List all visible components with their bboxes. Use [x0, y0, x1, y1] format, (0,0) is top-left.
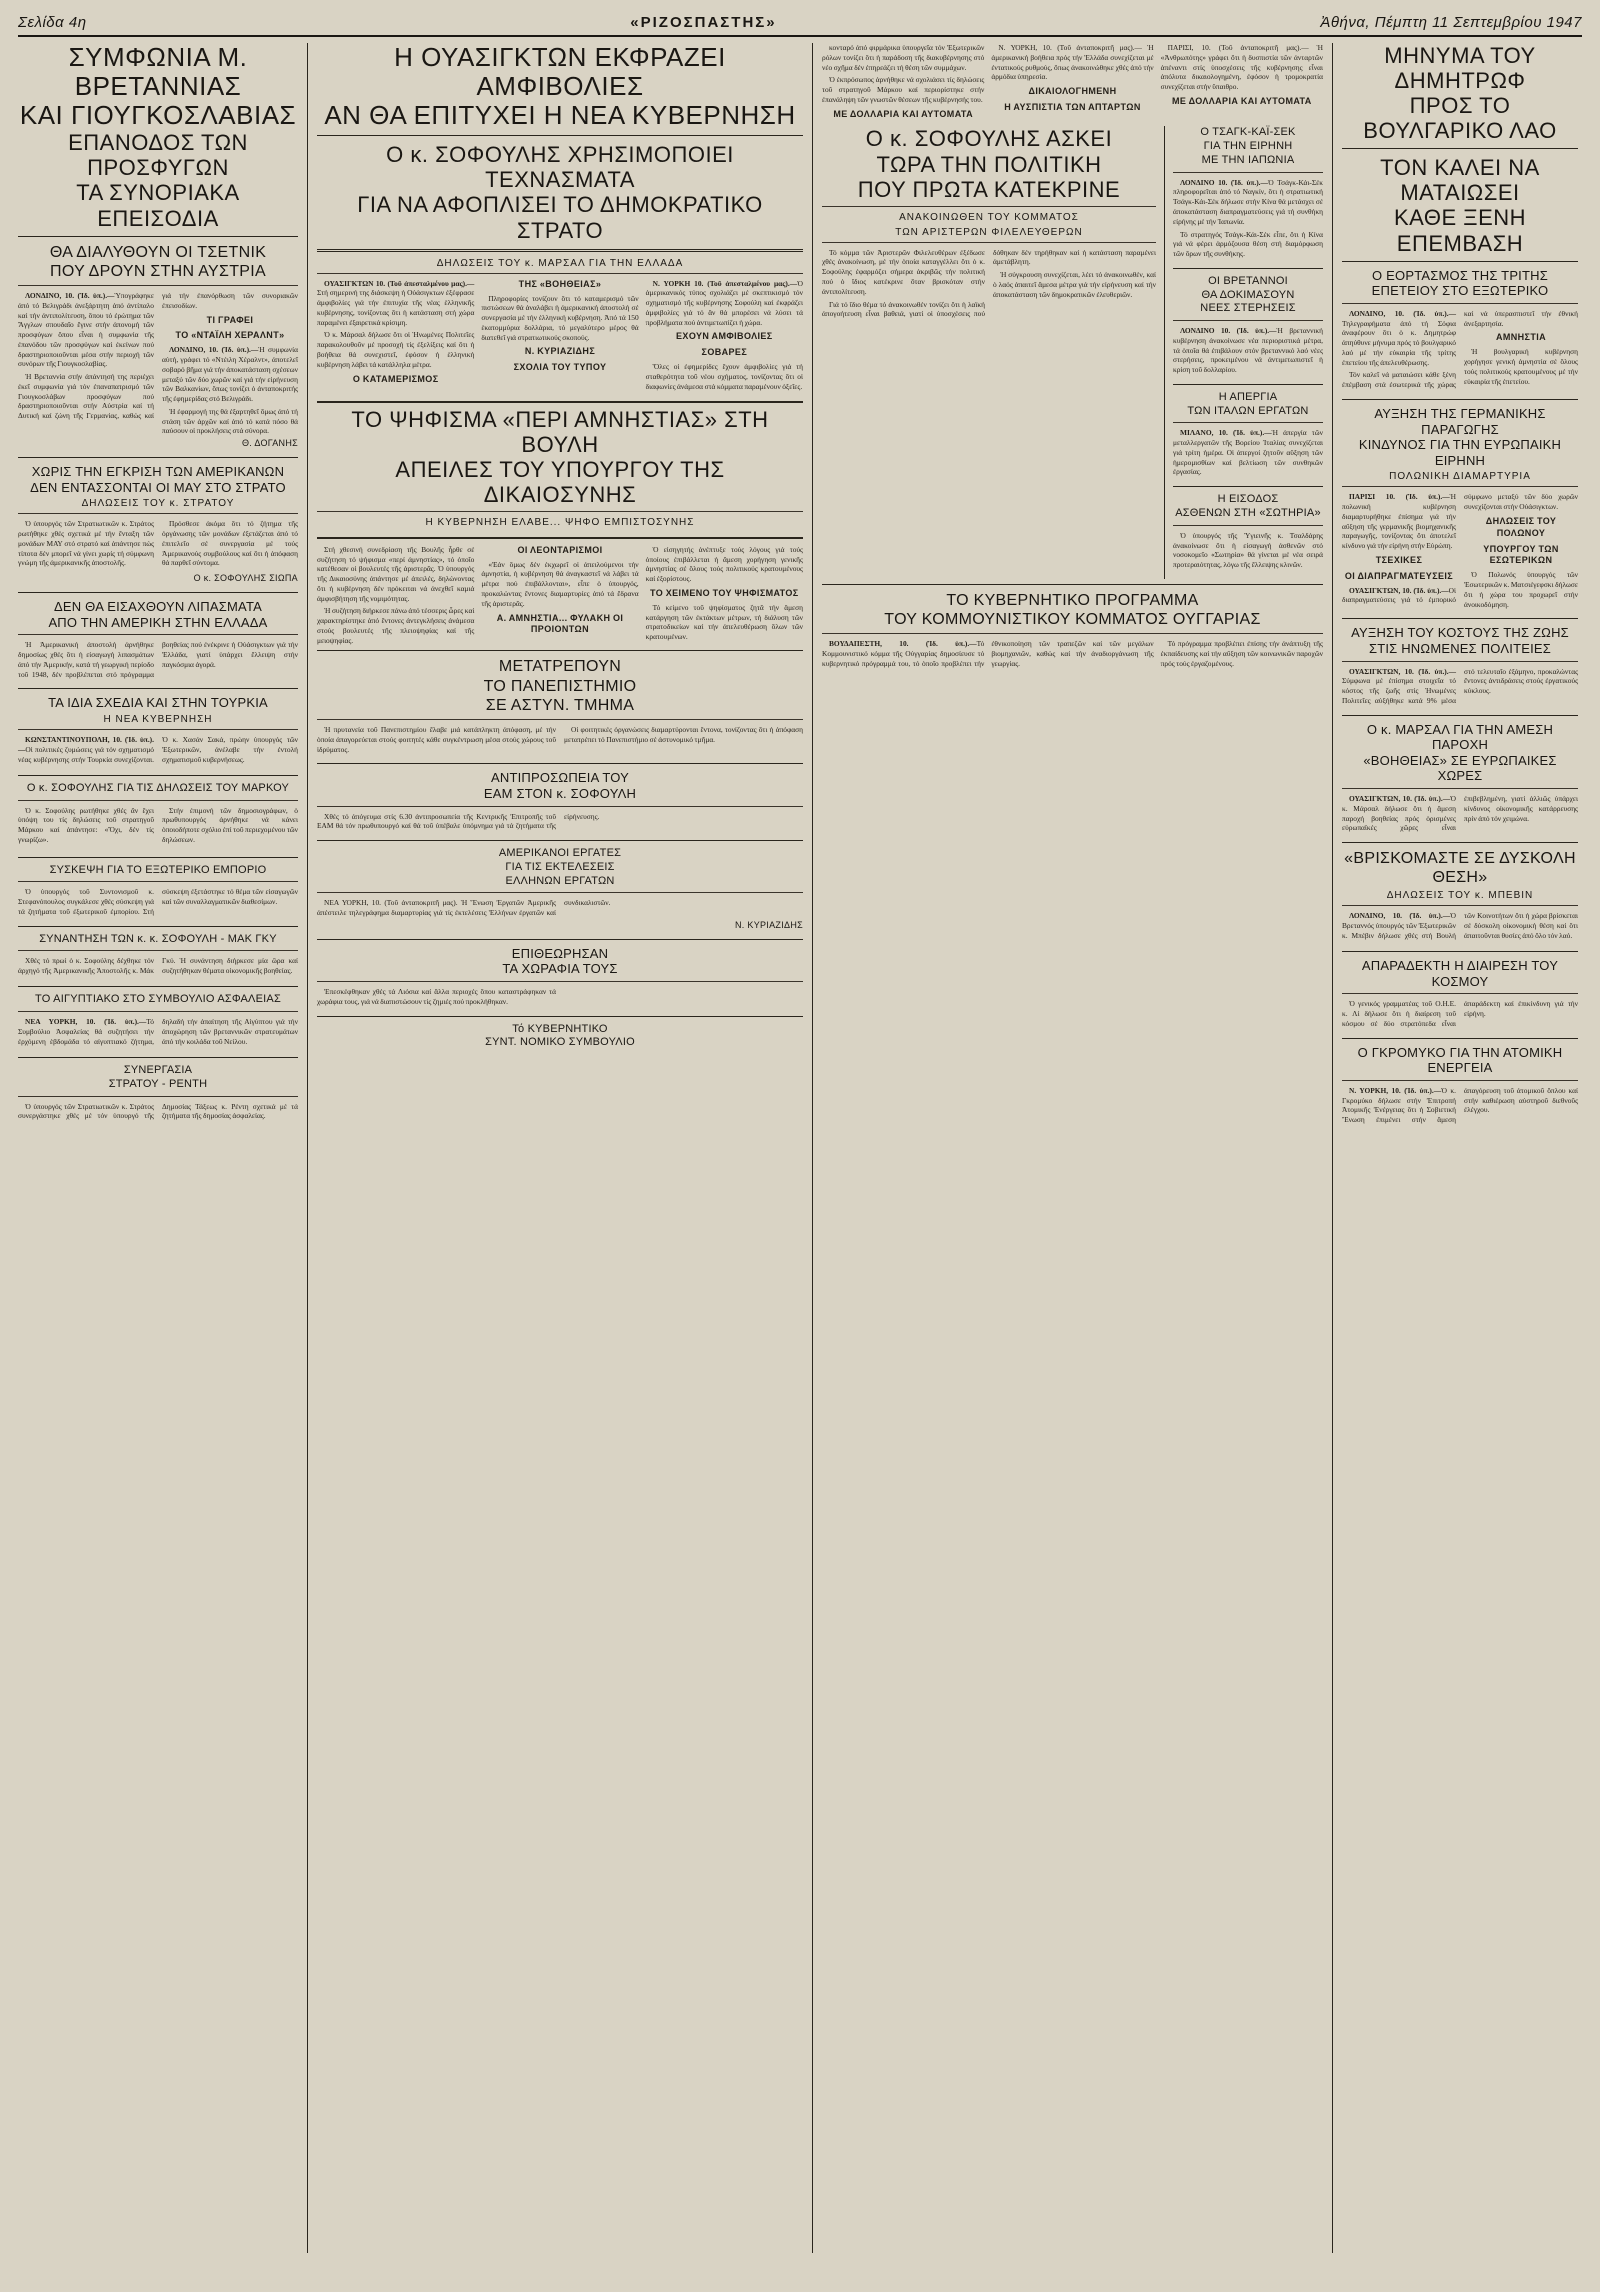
amnesty-vote-body: [317, 545, 803, 646]
paragraph: Ὁ ὑπουργός τῆς Ὑγιεινῆς κ. Τσαλδάρης ἀνακοίνωσε ὅτι ἡ εἰσαγωγή ἀσθενῶν στό νοσοκομεῖο «Σωτηρία» θά γίνεται μέ νέα σειρά προτεραιότητας, λόγω τῆς ἔλλειψης κλινῶν.: [1173, 530, 1323, 570]
article-chiang-peace: [1173, 126, 1323, 258]
headline: «ΒΡΙΣΚΟΜΑΣΤΕ ΣΕ ΔΥΣΚΟΛΗ ΘΕΣΗ»: [1344, 850, 1576, 887]
article-marshall-aid: [1342, 722, 1578, 833]
page-label: Σελίδα 4η: [18, 14, 87, 31]
paragraph: Ἡ σύγκρουση συνεχίζεται, λέει τό ἀνακοινωθέν, καί ὁ λαός ἀπαιτεῖ ἄμεσα μέτρα γιά τήν εἰρήνευση καί τήν ἀποκατάσταση τῶν δημοκρατικῶν ἐλευθεριῶν.: [993, 270, 1156, 299]
dateline: ΠΑΡΙΣΙ 10. (Ίδ. ὑπ.).—: [1349, 492, 1450, 502]
dateline: ΒΟΥΔΑΠΕΣΤΗ, 10. (Ίδ. ὑπ.).—: [829, 639, 977, 649]
dateline: Ν. ΥΟΡΚΗ 10. (Τοῦ ἀπεσταλμένου μας).—: [652, 278, 798, 288]
headline: ΕΑΜ ΣΤΟΝ κ. ΣΟΦΟΥΛΗ: [483, 785, 637, 801]
article-sofoulis-policy: [822, 126, 1165, 578]
article-british-austerity: [1173, 275, 1323, 375]
paragraph: Ἡ Ἀμερικανική ἀποστολή ἀρνήθηκε δημοσίως χθές ὅτι ἡ εἰσαγωγή λιπασμάτων ἀπό τήν Ἀμερικήν, κατά τή γεωργική περίοδο τοῦ 1948, δέν προβλέπεται στό πρόγραμμα βοηθείας πού ἐνέκρινε ἡ Οὐάσιγκτων γιά τήν Ἑλλάδα, γιατί ὑπάρχει ἔλλειψη στήν παγκόσμια ἀγορά.: [18, 640, 298, 679]
article-lipasmata: [18, 599, 298, 679]
headline: Η ΑΠΕΡΓΙΑ: [1218, 390, 1278, 403]
headline: ΤΑ ΙΔΙΑ ΣΧΕΔΙΑ ΚΑΙ ΣΤΗΝ ΤΟΥΡΚΙΑ: [48, 695, 268, 711]
headline-line-1: Η ΟΥΑΣΙΓΚΤΩΝ ΕΚΦΡΑΖΕΙ ΑΜΦΙΒΟΛΙΕΣ: [394, 42, 726, 102]
headline-line-2: ΑΝ ΘΑ ΕΠΙΤΥΧΕΙ Η ΝΕΑ ΚΥΒΕΡΝΗΣΗ: [324, 100, 796, 131]
headline: ΜΗΝΥΜΑ ΤΟΥ ΔΗΜΗΤΡΩΦ: [1384, 43, 1536, 94]
headline: ΓΙΑ ΤΙΣ ΕΚΤΕΛΕΣΕΙΣ: [505, 860, 615, 873]
column-1: [18, 43, 308, 2253]
paragraph: Τό κόμμα τῶν Ἀριστερῶν Φιλελευθέρων ἐξέδωσε χθές ἀνακοίνωση, μέ τήν ὁποία καταγγέλλει ὅτι ὁ κ. Σοφούλης ἐφαρμόζει σήμερα ἀκριβῶς τήν πολιτική πού ὁ ἴδιος κατέκρινε ὅταν βρισκόταν στήν ἀντιπολίτευση.: [822, 247, 985, 296]
paragraph: Ὁ εἰσηγητής ἀνέπτυξε τούς λόγους γιά τούς ὁποίους ἐπιβάλλεται ἡ ἄμεση χορήγηση γενικῆς ἀμνηστίας σέ ὅλους τούς πολιτικούς κρατουμένους καί ἐξορίστους.: [645, 544, 803, 584]
subhead: Η ΑΥΣΠΙΣΤΙΑ ΤΩΝ ΑΠΤΑΡΤΩΝ: [1004, 101, 1141, 112]
headline: ΕΠΙΘΕΩΡΗΣΑΝ: [511, 945, 609, 961]
headline-line-4: ΤΑ ΣΥΝΟΡΙΑΚΑ ΕΠΕΙΣΟΔΙΑ: [76, 180, 240, 231]
article-emporio: [18, 864, 298, 917]
headline: ΝΕΕΣ ΣΤΕΡΗΣΕΙΣ: [1200, 302, 1296, 315]
article-amnesty-vote: [317, 401, 803, 539]
headline: ΔΕΝ ΕΝΤΑΣΣΟΝΤΑΙ ΟΙ ΜΑΥ ΣΤΟ ΣΤΡΑΤΟ: [30, 479, 286, 495]
headline: ΑΥΞΗΣΗ ΤΟΥ ΚΟΣΤΟΥΣ ΤΗΣ ΖΩΗΣ: [1351, 625, 1569, 641]
headline: ΣΥΝΑΝΤΗΣΗ ΤΩΝ κ. κ. ΣΟΦΟΥΛΗ - ΜΑΚ ΓΚΥ: [39, 932, 277, 945]
kicker: ΑΝΑΚΟΙΝΩΘΕΝ ΤΟΥ ΚΟΜΜΑΤΟΣ: [899, 211, 1079, 223]
headline: ΣΕ ΑΣΤΥΝ. ΤΜΗΜΑ: [485, 696, 635, 714]
paragraph: Ἡ πρυτανεία τοῦ Πανεπιστημίου ἔλαβε μιά κατάπληκτη ἀπόφαση, μέ τήν ὁποία ἀπαγορεύεται στούς φοιτητές κάθε συγκέντρωση μέσα στούς χώρους τοῦ ἱδρύματος.: [317, 725, 556, 754]
subheadline: Ο ΕΟΡΤΑΣΜΟΣ ΤΗΣ ΤΡΙΤΗΣ: [1372, 267, 1548, 283]
headline: ΠΡΟΣ ΤΟ ΒΟΥΛΓΑΡΙΚΟ ΛΑΟ: [1363, 93, 1557, 144]
headline-line-4: ΓΙΑ ΝΑ ΑΦΟΠΛΙΣΕΙ ΤΟ ΔΗΜΟΚΡΑΤΙΚΟ ΣΤΡΑΤΟ: [357, 192, 763, 243]
headline: ΑΣΘΕΝΩΝ ΣΤΗ «ΣΩΤΗΡΙΑ»: [1175, 507, 1321, 519]
paragraph: Ὁ Βρεταννός ὑπουργός τῶν Ἐξωτερικῶν κ. Μπέβιν δήλωσε χθές στή Βουλή τῶν Κοινοτήτων ὅτι ἡ χώρα βρίσκεται σέ δύσκολη οἰκονομική θέση καί ὅτι ἀπαιτοῦνται θυσίες ἀπό ὅλο τόν λαό.: [1342, 911, 1578, 940]
article-egypt-security-council: [18, 993, 298, 1048]
headline: ΤΟΝ ΚΑΛΕΙ ΝΑ ΜΑΤΑΙΩΣΕΙ: [1380, 155, 1540, 206]
dateline: ΜΙΛΑΝΟ, 10. (Ίδ. ὑπ.).—: [1180, 428, 1272, 438]
paragraph: Χθές τό ἀπόγευμα στίς 6.30 ἀντιπροσωπεία τῆς Κεντρικῆς Ἐπιτροπῆς τοῦ ΕΑΜ θά τόν πρωθυπουργό καί θά τοῦ ὑπέβαλε ὑπόμνημα γιά τά ζητήματα τῆς εἰρήνευσης.: [317, 811, 600, 831]
paragraph: Ὁ γενικός γραμματέας τοῦ Ο.Η.Ε. κ. Λί δήλωσε ὅτι ἡ διαίρεση τοῦ κόσμου σέ δύο στρατόπεδα εἶναι ἀπαράδεκτη καί ἐπικίνδυνη γιά τήν εἰρήνη.: [1342, 999, 1578, 1028]
column-3-sidebar: [1173, 126, 1323, 578]
headline: ΣΥΣΚΕΨΗ ΓΙΑ ΤΟ ΕΞΩΤΕΡΙΚΟ ΕΜΠΟΡΙΟ: [49, 863, 267, 876]
byline: Ο κ. ΣΟΦΟΥΛΗΣ ΣΙΩΠΑ: [193, 573, 298, 584]
headline: ΑΜΕΡΙΚΑΝΟΙ ΕΡΓΑΤΕΣ: [498, 847, 622, 860]
dateline: ΟΥΑΣΙΓΚΤΩΝ, 10. (Ίδ. ὑπ.).—: [1349, 666, 1456, 676]
paragraph: Ἐπεσκέφθηκαν χθές τά Λιόσια καί ἄλλα περιοχές ὅπου καταστράφηκαν τά χωράφια τους, γιά νά διαπιστώσουν τίς ζημιές πού προκλήθηκαν.: [317, 987, 556, 1006]
subhead: ΟΙ ΛΕΟΝΤΑΡΙΣΜΟΙ: [517, 544, 603, 555]
dateline: ΟΥΑΣΙΓΚΤΩΝ, 10. (Ίδ. ὑπ.).—: [1349, 794, 1451, 804]
dateline: ΛΟΝΔΙΝΟ, 10. (Ίδ. ὑπ.).—: [1349, 911, 1451, 921]
kicker: ΤΩΝ ΑΡΙΣΤΕΡΩΝ ΦΙΛΕΛΕΥΘΕΡΩΝ: [895, 226, 1083, 238]
kicker: ΠΟΛΩΝΙΚΗ ΔΙΑΜΑΡΤΥΡΙΑ: [1389, 471, 1531, 483]
headline: ΚΙΝΔΥΝΟΣ ΓΙΑ ΤΗΝ ΕΥΡΩΠΑΙΚΗ ΕΙΡΗΝΗ: [1358, 437, 1562, 468]
subhead: ΜΕ ΔΟΛΛΑΡΙΑ ΚΑΙ ΑΥΤΟΜΑΤΑ: [833, 108, 973, 119]
dateline: ΛΟΝΔΙΝΟ, 10. (Ίδ. ὑπ.).—: [25, 291, 115, 301]
article-symfonia: [18, 43, 298, 448]
paragraph: Οἱ φοιτητικές ὀργανώσεις διαμαρτύρονται ἔντονα, τονίζοντας ὅτι ἡ ἀπόφαση μετατρέπει τό Πανεπιστήμιο σέ ἀστυνομικό τμῆμα.: [564, 725, 803, 744]
subhead: ΕΧΟΥΝ ΑΜΦΙΒΟΛΙΕΣ: [676, 331, 773, 342]
byline: Ν. ΚΥΡΙΑΖΙΔΗΣ: [735, 919, 803, 930]
article-stratos-rentis: [18, 1064, 298, 1123]
article-american-workers: [317, 847, 803, 930]
column-4: [1333, 43, 1578, 2253]
article-sotiria-hospital: [1173, 493, 1323, 570]
dateline: ΚΩΝΣΤΑΝΤΙΝΟΥΠΟΛΗ, 10. (Ίδ. ὑπ.).—: [18, 735, 154, 754]
article-markos-declarations: [18, 782, 298, 848]
paragraph: Γιά τό ἴδιο θέμα τό ἀνακοινωθέν τονίζει ὅτι ἡ λαϊκή ἀπογοήτευση εἶναι βαθειά, γιατί οἱ ὑποσχέσεις πού δόθηκαν δέν τηρήθηκαν καί ἡ κατάσταση παραμένει ἀμετάβλητη.: [822, 247, 1156, 319]
article-fields-inspection: [317, 946, 803, 1007]
paragraph: Ὁ ἀμερικανικός τύπος σχολιάζει μέ σκεπτικισμό τόν σχηματισμό τῆς κυβέρνησης Σοφούλη καί ἐκφράζει ἀμφιβολίες γιά τό ἄν θά μπορέσει νά λύσει τά προβλήματα πού ἀντιμετωπίζει ἡ χώρα.: [645, 278, 803, 327]
article-gromyko-atomic: [1342, 1045, 1578, 1125]
paragraph: Ὁ ἐκπρόσωπος ἀρνήθηκε νά σχολιάσει τίς δηλώσεις τοῦ στρατηγοῦ Μάρκου καί περιορίστηκε στήν ἐπανάληψη τῶν γνωστῶν θέσεων τῆς κυβέρνησής του.: [822, 75, 985, 104]
headline: ΣΤΡΑΤΟΥ - ΡΕΝΤΗ: [108, 1077, 208, 1090]
headline: ΚΑΘΕ ΞΕΝΗ ΕΠΕΜΒΑΣΗ: [1393, 205, 1527, 256]
article-university-police: [317, 657, 803, 754]
headline: ΑΝΤΙΠΡΟΣΩΠΕΙΑ ΤΟΥ: [490, 770, 629, 786]
dateline: ΛΟΝΔΙΝΟ 10. (Ίδ. ὑπ.).—: [1180, 326, 1277, 336]
article-german-production: [1342, 406, 1578, 609]
paragraph: Ὁ ὑπουργός τῶν Στρατιωτικῶν κ. Στράτος ρωτήθηκε χθές σχετικά μέ τήν ἔνταξη τῶν μονάδων ΜΑΥ στό στρατό καί ἀπάντησε πώς τίποτα δέν μπορεῖ νά γίνει χωρίς τή σύμφωνη γνώμη τῆς ἀμερικανικῆς ἀποστολῆς.: [18, 519, 154, 568]
subhead: ΤΙ ΓΡΑΦΕΙ: [206, 314, 254, 325]
paragraph: Πρόσθεσε ἀκόμα ὅτι τό ζήτημα τῆς ὀργάνωσης τῶν μονάδων ἐξετάζεται ἀπό τό ἐπιτελεῖο σέ συνεργασία μέ τούς Ἀμερικανούς συμβούλους καί ὅτι ἡ ἀπόφαση θά παρθεῖ σύντομα.: [162, 519, 298, 568]
paragraph: Τό Συμβούλιο Ἀσφαλείας θά συζητήσει τήν ἐρχόμενη ἑβδομάδα τό αἰγυπτιακό ζήτημα, δηλαδή τήν ἀπαίτηση τῆς Αἰγύπτου γιά τήν ἀποχώρηση τῶν βρεταννικῶν στρατευμάτων ἀπό τήν κοιλάδα τοῦ Νείλου.: [18, 1017, 298, 1046]
subhead: ΜΕ ΔΟΛΛΑΡΙΑ ΚΑΙ ΑΥΤΟΜΑΤΑ: [1172, 95, 1312, 106]
subhead: Ο ΚΑΤΑΜΕΡΙΣΜΟΣ: [352, 373, 439, 384]
article-bevin-statement: [1342, 849, 1578, 942]
headline-line-3: Ο κ. ΣΟΦΟΥΛΗΣ ΧΡΗΣΙΜΟΠΟΙΕΙ ΤΕΧΝΑΣΜΑΤΑ: [386, 142, 734, 193]
paragraph: κονταρό ἀπό φιρμάρικα ὑπουργεῖα τόν Ἑξωτερικῶν ρόλων τονίζει ὅτι ἡ παράδοση τῆς διακυβέρνησης στό νέο σχῆμα δέν ἐπηρεάζει τή θέση τῶν συμμάχων.: [822, 43, 985, 72]
subhead: ΔΗΛΩΣΕΙΣ ΤΟΥ ΠΟΛΩΝΟΥ: [1485, 515, 1557, 538]
paragraph: Πληροφορίες τονίζουν ὅτι τό καταμερισμό τῶν πιστώσεων θά ἀναλάβει ἡ ἀμερικανική ἀποστολή σέ συνεργασία μέ τήν ἑλληνική κυβέρνηση. Ἀπό τά 150 ἑκατομμύρια δολλάρια, τό μεγαλύτερο μέρος θά διατεθεῖ γιά στρατιωτικούς σκοπούς.: [481, 293, 639, 342]
paragraph: Στή χθεσινή συνεδρίαση τῆς Βουλῆς ἦρθε σέ συζήτηση τό ψήφισμα «περί ἀμνηστίας», τό ὁποῖο κατέθεσαν οἱ βουλευτές τῆς ἀριστερᾶς. Ὁ ὑπουργός τῆς Δικαιοσύνης ἀπάντησε μέ ἀπειλές, δηλώνοντας ὅτι ἡ κυβέρνηση δέν πρόκειται νά ἀνεχθεῖ καμιά ἀμφισβήτηση τῆς νομιμότητας.: [317, 544, 475, 603]
subhead: ΤΗΣ «ΒΟΗΘΕΙΑΣ»: [518, 278, 602, 289]
subhead: ΔΙΚΑΙΟΛΟΓΗΜΕΝΗ: [1028, 86, 1117, 97]
article-washington-doubts: [317, 43, 803, 392]
article-legal-council: [317, 1023, 803, 1051]
headline: Ο ΓΚΡΟΜΥΚΟ ΓΙΑ ΤΗΝ ΑΤΟΜΙΚΗ ΕΝΕΡΓΕΙΑ: [1357, 1044, 1563, 1076]
dateline: ΛΟΝΔΙΝΟ, 10. (Ίδ. ὑπ.).—: [1349, 308, 1456, 318]
paragraph: Ἡ Βρεταννία στήν ἀπάντησή της περιέχει ἐκεῖ συμφωνία γιά τόν ἐπαναπατρισμό τῶν Γιουγκοσλάβων προσφύγων πού δραστηριοποιοῦνται στήν Αὐστρία καί τή Δυτική καί ζώνη τῆς Γερμανίας, καθώς καί γιά τήν ἐπανόρθωση τῶν συνοριακῶν ἐπεισοδίων.: [18, 291, 298, 421]
paragraph: Ὁ ὑπουργός τῶν Στρατιωτικῶν κ. Στράτος συνεργάστηκε χθές μέ τόν ὑπουργό τῆς Δημοσίας Τάξεως κ. Ρέντη σχετικά μέ τά ζητήματα τῆς δημοσίας ἀσφαλείας.: [18, 1101, 298, 1121]
headline: Τό ΚΥΒΕΡΝΗΤΙΚΟ: [512, 1022, 608, 1035]
paragraph: Οἱ πολιτικές ζυμώσεις γιά τόν σχηματισμό νέας κυβέρνησης στήν Τουρκία συνεχίζονται. Ὁ κ. Χασάν Σακά, πρώην ὑπουργός τῶν Ἐξωτερικῶν, ἀνέλαβε τήν ἐντολή σχηματισμοῦ κυβερνήσεως.: [18, 735, 298, 764]
subhead: ΟΙ ΔΙΑΠΡΑΓΜΑΤΕΥΣΕΙΣ: [1344, 570, 1454, 581]
paper-name: «ΡΙΖΟΣΠΑΣΤΗΣ»: [630, 14, 777, 31]
kicker: ΔΗΛΩΣΕΙΣ ΤΟΥ κ. ΜΑΡΣΑΛ ΓΙΑ ΤΗΝ ΕΛΛΑΔΑ: [436, 257, 684, 269]
paragraph: Ἡ βουλγαρική κυβέρνηση χορήγησε γενική ἀμνηστία σέ ὅλους τούς πολιτικούς κρατουμένους μέ τήν εὐκαιρία τῆς ἐπετείου.: [1464, 347, 1578, 386]
dateline: ΟΥΑΣΙΓΚΤΩΝ 10. (Τοῦ ἀπεσταλμένου μας).—: [324, 278, 475, 288]
column-grid: [18, 43, 1582, 2253]
dateline: ΟΥΑΣΙΓΚΤΩΝ, 10. (Ίδ. ὑπ.).—: [1349, 585, 1449, 595]
paragraph: Τό πρόγραμμα προβλέπει ἐπίσης τήν ἀνάπτυξη τῆς ἐκπαίδευσης καί τήν αὔξηση τῶν κοινωνικῶν παροχῶν πρός τούς ἐργαζομένους.: [1160, 639, 1323, 668]
article-cost-of-living: [1342, 625, 1578, 705]
paragraph: ΠΑΡΙΣΙ, 10. (Τοῦ ἀνταποκριτῆ μας).— Ἡ «Ἀνθρωπότης» γράφει ὅτι ἡ δυσπιστία τῶν ἀνταρτῶν ἀπέναντι στίς ὑποσχέσεις τῆς κυβέρνησης εἶναι ἀπόλυτα δικαιολογημένη, ἐφόσον ἡ τρομοκρατία συνεχίζεται στήν ὕπαιθρο.: [1160, 43, 1323, 92]
headline: Ο κ. ΣΟΦΟΥΛΗΣ ΑΣΚΕΙ: [865, 126, 1113, 152]
paragraph: Ὁ ὑπουργός τοῦ Συντονισμοῦ κ. Στεφανόπουλος συγκάλεσε χθές σύσκεψη γιά τά ζητήματα τοῦ ἐξωτερικοῦ ἐμπορίου. Στή σύσκεψη ἐξετάστηκε τό θέμα τῶν εἰσαγωγῶν καί τῶν συναλλαγματικῶν διαθεσίμων.: [18, 887, 298, 916]
subhead: ΥΠΟΥΡΓΟΥ ΤΩΝ ΕΣΩΤΕΡΙΚΩΝ: [1483, 543, 1559, 566]
kicker: ΔΗΛΩΣΕΙΣ ΤΟΥ κ. ΣΤΡΑΤΟΥ: [81, 498, 235, 510]
paragraph: Ὁ Πολωνός ὑπουργός τῶν Ἐσωτερικῶν κ. Ματσιέγεφσκι δήλωσε ὅτι ἡ χώρα του προχωρεῖ στήν ἀνοικοδόμηση.: [1464, 570, 1578, 609]
subheadline: ΕΠΕΤΕΙΟΥ ΣΤΟ ΕΞΩΤΕΡΙΚΟ: [1371, 283, 1549, 299]
subhead: ΣΧΟΛΙΑ ΤΟΥ ΤΥΠΟΥ: [513, 362, 607, 373]
article-sofoulis-macghee: [18, 933, 298, 978]
kicker: Η ΚΥΒΕΡΝΗΣΗ ΕΛΑΒΕ... ΨΗΦΟ ΕΜΠΙΣΤΟΣΥΝΗΣ: [425, 516, 695, 528]
paragraph: Χθές τό πρωί ὁ κ. Σοφούλης δέχθηκε τόν ἀρχηγό τῆς Ἀμερικανικῆς Ἀποστολῆς κ. Μάκ Γκύ. Ἡ συνάντηση διήρκεσε μία ὥρα καί συζητήθηκαν θέματα οἰκονομικῆς βοηθείας.: [18, 956, 298, 976]
paragraph: Στήν ἐπιμονή τῶν δημοσιογράφων, ὁ πρωθυπουργός ἀρνήθηκε νά κάνει ὁποιοδήποτε σχόλιο ἐπί τοῦ περιεχομένου τῶν δηλώσεων.: [162, 805, 298, 844]
byline: Ν. ΚΥΡΙΑΖΙΔΗΣ: [524, 346, 596, 357]
paragraph: Ὅλες οἱ ἐφημερίδες ἔχουν ἀμφιβολίες γιά τή σταθερότητα τοῦ νέου σχήματος, τονίζοντας ὅτι οἱ διαφωνίες ἀνάμεσα στά κόμματα παραμένουν ὀξεῖες.: [645, 362, 803, 391]
column-2: [308, 43, 813, 2253]
headline: ΜΕΤΑΤΡΕΠΟΥΝ: [498, 658, 622, 676]
headline: ΤΟΥ ΚΟΜΜΟΥΝΙΣΤΙΚΟΥ ΚΟΜΜΑΤΟΣ ΟΥΓΓΑΡΙΑΣ: [884, 611, 1261, 628]
headline: ΣΥΝΕΡΓΑΣΙΑ: [123, 1064, 193, 1077]
subheadline-1: ΘΑ ΔΙΑΛΥΘΟΥΝ ΟΙ ΤΣΕΤΝΙΚ: [49, 243, 267, 261]
headline: ΔΕΝ ΘΑ ΕΙΣΑΧΘΟΥΝ ΛΙΠΑΣΜΑΤΑ: [54, 599, 262, 615]
subhead: ΑΜΝΗΣΤΙΑ: [1495, 332, 1547, 343]
article-italian-strike: [1173, 391, 1323, 477]
headline: ΟΙ ΒΡΕΤΑΝΝΟΙ: [1208, 274, 1288, 287]
headline: ΑΠΑΡΑΔΕΚΤΗ Η ΔΙΑΙΡΕΣΗ ΤΟΥ ΚΟΣΜΟΥ: [1361, 958, 1559, 989]
headline: Ο κ. ΜΑΡΣΑΛ ΓΙΑ ΤΗΝ ΑΜΕΣΗ ΠΑΡΟΧΗ: [1366, 721, 1554, 753]
article-may-stratos: [18, 464, 298, 583]
headline: «ΒΟΗΘΕΙΑΣ» ΣΕ ΕΥΡΩΠΑΙΚΕΣ ΧΩΡΕΣ: [1363, 752, 1557, 784]
headline: ΤΩΡΑ ΤΗΝ ΠΟΛΙΤΙΚΗ: [876, 151, 1102, 177]
headline: ΧΩΡΙΣ ΤΗΝ ΕΓΚΡΙΣΗ ΤΩΝ ΑΜΕΡΙΚΑΝΩΝ: [31, 464, 285, 480]
paragraph: Ἡ ἐφαρμογή της θά ἐξαρτηθεῖ ὅμως ἀπό τή στάση τῶν ἀρχῶν καί ἀπό τό κατά πόσο θά παύσουν οἱ προκλήσεις στά σύνορα.: [162, 406, 298, 436]
headline: ΤΩΝ ΙΤΑΛΩΝ ΕΡΓΑΤΩΝ: [1187, 404, 1309, 417]
headline: ΣΥΝΤ. ΝΟΜΙΚΟ ΣΥΜΒΟΥΛΙΟ: [485, 1036, 635, 1049]
paragraph: ΝΕΑ ΥΟΡΚΗ, 10. (Τοῦ ἀνταποκριτῆ μας). Ἡ Ἕνωση Ἐργατῶν Ἀμερικῆς ἀπέστειλε τηλεγράφημα διαμαρτυρίας γιά τίς ἐκτελέσεις Ἑλλήνων ἐργατῶν καί συνδικαλιστῶν.: [317, 898, 611, 918]
headline: ΕΛΛΗΝΩΝ ΕΡΓΑΤΩΝ: [505, 874, 615, 887]
article-dimitrov-message: [1342, 43, 1578, 390]
headline: Η ΕΙΣΟΔΟΣ: [1217, 493, 1279, 506]
paragraph: Τό Κομμουνιστικό κόμμα τῆς Οὐγγαρίας δημοσίευσε τό κυβερνητικό πρόγραμμά του, τό ὁποῖο προβλέπει τήν ἐθνικοποίηση τῶν τραπεζῶν καί τῶν μεγάλων βιομηχανιῶν, καθώς καί τήν ἀναδιοργάνωση τῆς γεωργίας.: [822, 639, 1154, 668]
subhead: Α. ΑΜΝΗΣΤΙΑ... ΦΥΛΑΚΗ ΟΙ ΠΡΟΙΟΝΤΩΝ: [496, 612, 624, 635]
headline-line-3: ΕΠΑΝΟΔΟΣ ΤΩΝ ΠΡΟΣΦΥΓΩΝ: [68, 130, 248, 181]
byline: Θ. ΔΟΓΑΝΗΣ: [241, 438, 298, 449]
paragraph: Τόν καλεῖ νά ματαιώσει κάθε ξένη ἐπέμβαση στά ἐσωτερικά τῆς χώρας καί νά ὑπερασπιστεῖ τήν ἐθνική ἀνεξαρτησία.: [1342, 308, 1578, 390]
dateline: ΛΟΝΔΙΝΟ, 10. (Ίδ. ὑπ.).—: [169, 345, 259, 355]
headline-line-1: ΣΥΜΦΩΝΙΑ Μ. ΒΡΕΤΑΝΝΙΑΣ: [68, 42, 248, 102]
article-hungary-program: [822, 591, 1323, 671]
paragraph: Ὑπογράφηκε ἀπό τό Βελιγράδι ἀνεξάρτητη ἀπό ἀντίπαλο καί τήν ἀντιπολίτευση, ὅπου τό ἐρώτημα τῶν Ἄγγλων σπουδαῖο ἔγινε στήν ἀπονομή τῶν προσφύγων ὅπου εἶναι ἡ συμφωνία τῆς ἐπανόδου τῶν προσφύγων καί ἐκείνων πού δραστηριοποιοῦνται μέσα στήν περιοχή τῶν συνόρων τῆς Γιουγκοσλαβίας.: [18, 291, 154, 369]
dateline: Ν. ΥΟΡΚΗ, 10. (Ίδ. ὑπ.).—: [1349, 1085, 1442, 1095]
paragraph: Ὁ κ. Μάρσαλ δήλωσε ὅτι οἱ Ἡνωμένες Πολιτεῖες παρακολουθοῦν μέ προσοχή τίς ἐξελίξεις καί ὅτι ἡ βοήθεια θά συνεχιστεῖ, ἐφόσον ἡ ἑλληνική κυβέρνηση λάβει τά κατάλληλα μέτρα.: [317, 330, 475, 369]
masthead: [18, 14, 1582, 37]
headline: ΤΟ ΑΙΓΥΠΤΙΑΚΟ ΣΤΟ ΣΥΜΒΟΥΛΙΟ ΑΣΦΑΛΕΙΑΣ: [35, 993, 281, 1006]
kicker: Η ΝΕΑ ΚΥΒΕΡΝΗΣΗ: [103, 714, 213, 726]
headline: ΤΑ ΧΩΡΑΦΙΑ ΤΟΥΣ: [502, 961, 618, 977]
paragraph: «Ἐάν ὅμως δέν ἐκχωρεῖ οἱ ἀπειλούμενοι τήν ἀμνηστία, ἡ κυβέρνηση θά ἀναγκαστεῖ νά λάβει τά μέτρα πού ἐπιβάλλονται», εἶπε ὁ ὑπουργός, προκαλώντας ἔντονες διαμαρτυρίες ἀπό τά ἕδρανα τῆς ἀριστερᾶς.: [481, 559, 639, 608]
paragraph: Σύμφωνα μέ ἐπίσημα στοιχεῖα τό κόστος τῆς ζωῆς στίς Ἡνωμένες Πολιτεῖες αὐξήθηκε κατά 9% μέσα στό τελευταῖο ἑξάμηνο, προκαλώντας ἔντονες ἀντιδράσεις στούς ἐργατικούς κύκλους.: [1342, 666, 1578, 705]
subhead: ΣΟΒΑΡΕΣ: [701, 347, 748, 358]
paragraph: Οἱ διαπραγματεύσεις γιά τό ἐμπορικό σύμφωνο μεταξύ τῶν δύο χωρῶν συνεχίζονται στήν Οὐάσιγκτων.: [1342, 492, 1578, 605]
headline: ΤΟ ΚΥΒΕΡΝΗΤΙΚΟ ΠΡΟΓΡΑΜΜΑ: [946, 591, 1199, 609]
subheadline-2: ΠΟΥ ΔΡΟΥΝ ΣΤΗΝ ΑΥΣΤΡΙΑ: [50, 262, 266, 280]
headline: ΑΥΞΗΣΗ ΤΗΣ ΓΕΡΜΑΝΙΚΗΣ ΠΑΡΑΓΩΓΗΣ: [1374, 405, 1546, 437]
headline-line-2: ΚΑΙ ΓΙΟΥΓΚΟΣΛΑΒΙΑΣ: [19, 100, 297, 131]
paragraph: Ὁ Τσάγκ-Κάι-Σέκ πληροφορεῖται ἀπό τό Ναγκίν, ὅτι ἡ στρατιωτική Τσάγκ-Κάι-Σέκ δήλωσε στήν Κίνα θά μετάσχει σέ ἀποκατάσταση διαπραγματεύσεις γιά τή συνθήκη εἰρήνης μέ τήν Ἰαπωνία.: [1173, 177, 1323, 226]
subhead: ΤΟ «ΝΤΑΪΛΗ ΧΕΡΑΛΝΤ»: [175, 330, 285, 341]
headline: ΣΤΙΣ ΗΝΩΜΕΝΕΣ ΠΟΛΙΤΕΙΕΣ: [1368, 641, 1552, 656]
paragraph: Τό στρατηγός Τσάγκ-Κάι-Σέκ εἶπε, ὅτι ἡ Κίνα γιά νά φέρει ἁρμόζουσα θέση στή διαμόρφωση τῶν ὅρων τῆς συνθήκης.: [1173, 229, 1323, 259]
subhead: ΤΣΕΧΙΚΕΣ: [1375, 554, 1423, 565]
paragraph: Ν. ΥΟΡΚΗ, 10. (Τοῦ ἀνταποκριτῆ μας).— Ἡ ἀμερικανική βοήθεια πρός τήν Ἑλλάδα συνεχίζεται μέ ἐντατικούς ρυθμούς, ὅπως ἀνακοινώθηκε χθές ἀπό τήν ἁρμόδια ὑπηρεσία.: [991, 43, 1154, 82]
headline: Ο κ. ΣΟΦΟΥΛΗΣ ΓΙΑ ΤΙΣ ΔΗΛΩΣΕΙΣ ΤΟΥ ΜΑΡΚΟΥ: [26, 781, 290, 794]
paragraph: Ἡ ἀπεργία τῶν μεταλλεργατῶν τῆς Βορείου Ἰταλίας συνεχίζεται γιά τρίτη ἡμέρα. Οἱ ἀπεργοί ζητοῦν αὔξηση τῶν ἡμερομισθίων καί βελτίωση τῶν συνθηκῶν ἐργασίας.: [1173, 428, 1323, 477]
headline-line-1: ΤΟ ΨΗΦΙΣΜΑ «ΠΕΡΙ ΑΜΝΗΣΤΙΑΣ» ΣΤΗ ΒΟΥΛΗ: [351, 406, 769, 457]
column-3: [813, 43, 1333, 2253]
paragraph: Ἡ συζήτηση διήρκεσε πάνω ἀπό τέσσερις ὧρες καί χαρακτηρίστηκε ἀπό ἔντονες ἀντεγκλήσεις ἀνάμεσα στούς βουλευτές τῆς πλειοψηφίας καί τῆς μειοψηφίας.: [317, 606, 475, 645]
subhead: ΤΟ ΧΕΙΜΕΝΟ ΤΟΥ ΨΗΦΙΣΜΑΤΟΣ: [650, 587, 799, 598]
headline: ΑΠΟ ΤΗΝ ΑΜΕΡΙΚΗ ΣΤΗΝ ΕΛΛΑΔΑ: [48, 614, 268, 630]
headline: ΜΕ ΤΗΝ ΙΑΠΩΝΙΑ: [1201, 153, 1295, 166]
dateline: ΛΟΝΔΙΝΟ 10. (Ίδ. ὑπ.).—: [1180, 177, 1268, 187]
dateline: ΝΕΑ ΥΟΡΚΗ, 10. (Ίδ. ὑπ.).—: [25, 1017, 147, 1027]
article-world-division: [1342, 958, 1578, 1028]
article-eam-delegation: [317, 770, 803, 831]
date-line: Ἀθήνα, Πέμπτη 11 Σεπτεμβρίου 1947: [1320, 14, 1582, 31]
headline: ΤΟ ΠΑΝΕΠΙΣΤΗΜΙΟ: [483, 677, 637, 695]
paragraph: Ἡ βρεταννική κυβέρνηση ἀνακοίνωσε νέα περιοριστικά μέτρα, τά ὁποῖα θά ἐπιβάλουν στόν βρεταννικό λαό νέες στερήσεις, προκειμένου νά ἀντιμετωπιστεῖ ἡ κρίση τοῦ δολλαρίου.: [1173, 326, 1323, 375]
headline-line-2: ΑΠΕΙΛΕΣ ΤΟΥ ΥΠΟΥΡΓΟΥ ΤΗΣ ΔΙΚΑΙΟΣΥΝΗΣ: [395, 456, 725, 507]
headline: Ο ΤΣΑΓΚ-ΚΑΪ-ΣΕΚ: [1200, 126, 1296, 139]
paragraph: Ὁ κ. Γκρομύκο δήλωσε στήν Ἐπιτροπή Ἀτομικῆς Ἐνέργειας ὅτι ἡ Σοβιετική Ἕνωση ἐπιμένει στήν ἄμεση ἀπαγόρευση τοῦ ἀτομικοῦ ὅπλου καί στήν καθιέρωση αὐστηροῦ διεθνοῦς ἐλέγχου.: [1342, 1085, 1578, 1125]
headline: ΓΙΑ ΤΗΝ ΕΙΡΗΝΗ: [1203, 140, 1293, 153]
article-tourkia: [18, 695, 298, 765]
headline: ΘΑ ΔΟΚΙΜΑΣΟΥΝ: [1201, 288, 1295, 301]
paragraph: Τό κείμενο τοῦ ψηφίσματος ζητᾶ τήν ἄμεση κατάργηση τῶν ἐκτάκτων μέτρων, τή διάλυση τῶν στρατοδικείων καί τήν ἀπελευθέρωση ὅλων τῶν κρατουμένων.: [645, 602, 803, 642]
headline: ΠΟΥ ΠΡΩΤΑ ΚΑΤΕΚΡΙΝΕ: [857, 176, 1121, 202]
paragraph: Τηλεγραφήματα ἀπό τή Σόφια ἀναφέρουν ὅτι ὁ κ. Δημητρώφ ἀπηύθυνε μήνυμα πρός τό βουλγαρικό λαό μέ τήν εὐκαιρία τῆς τρίτης ἐπετείου τῆς ἀπελευθέρωσης.: [1342, 318, 1456, 367]
kicker: ΔΗΛΩΣΕΙΣ ΤΟΥ κ. ΜΠΕΒΙΝ: [1386, 890, 1534, 902]
continuation-text: [822, 43, 1323, 120]
paragraph: Στή σημερινή της διάσκεψη ἡ Οὐάσιγκτων ἐξέφρασε ἀμφιβολίες γιά τήν ἐπιτυχία τῆς νέας ἑλληνικῆς κυβέρνησης, τονίζοντας ὅτι ἡ κατάσταση στή χώρα παραμένει ἐξαιρετικά κρίσιμη.: [317, 288, 475, 327]
paragraph: Ἡ πολωνική κυβέρνηση διαμαρτυρήθηκε ἐπίσημα γιά τήν αὔξηση τῆς γερμανικῆς βιομηχανικῆς παραγωγῆς, τονίζοντας ὅτι ἀποτελεῖ κίνδυνο γιά τήν εἰρήνη στήν Εὐρώπη.: [1342, 492, 1456, 551]
paragraph: Ὁ κ. Μάρσαλ δήλωσε ὅτι ἡ ἄμεση παροχή βοηθείας πρός ὁρισμένες εὐρωπαϊκές χῶρες εἶναι ἐπιβεβλημένη, γιατί ἀλλιῶς ὑπάρχει κίνδυνος οἰκονομικῆς κατάρρευσης πρίν ἀπό τόν χειμώνα.: [1342, 794, 1578, 833]
paragraph: Ὁ κ. Σοφούλης ρωτήθηκε χθές ἄν ἔχει ὑπόψη του τίς δηλώσεις τοῦ στρατηγοῦ Μάρκου καί ἀπάντησε: «Ὄχι, δέν τίς γνωρίζω».: [18, 805, 154, 844]
paragraph: Ἡ συμφωνία αὐτή, γράφει τό «Ντέιλη Χέραλντ», ἀποτελεῖ σοβαρό βῆμα γιά τήν ἀποκατάσταση σχέσεων μεταξύ τῶν δύο χωρῶν καί γιά τήν εἰρήνευση τῶν Βαλκανίων, ὅπως τονίζει ὁ ἀνταποκριτής τῆς ἐφημερίδας στό Βελιγράδι.: [162, 345, 298, 404]
